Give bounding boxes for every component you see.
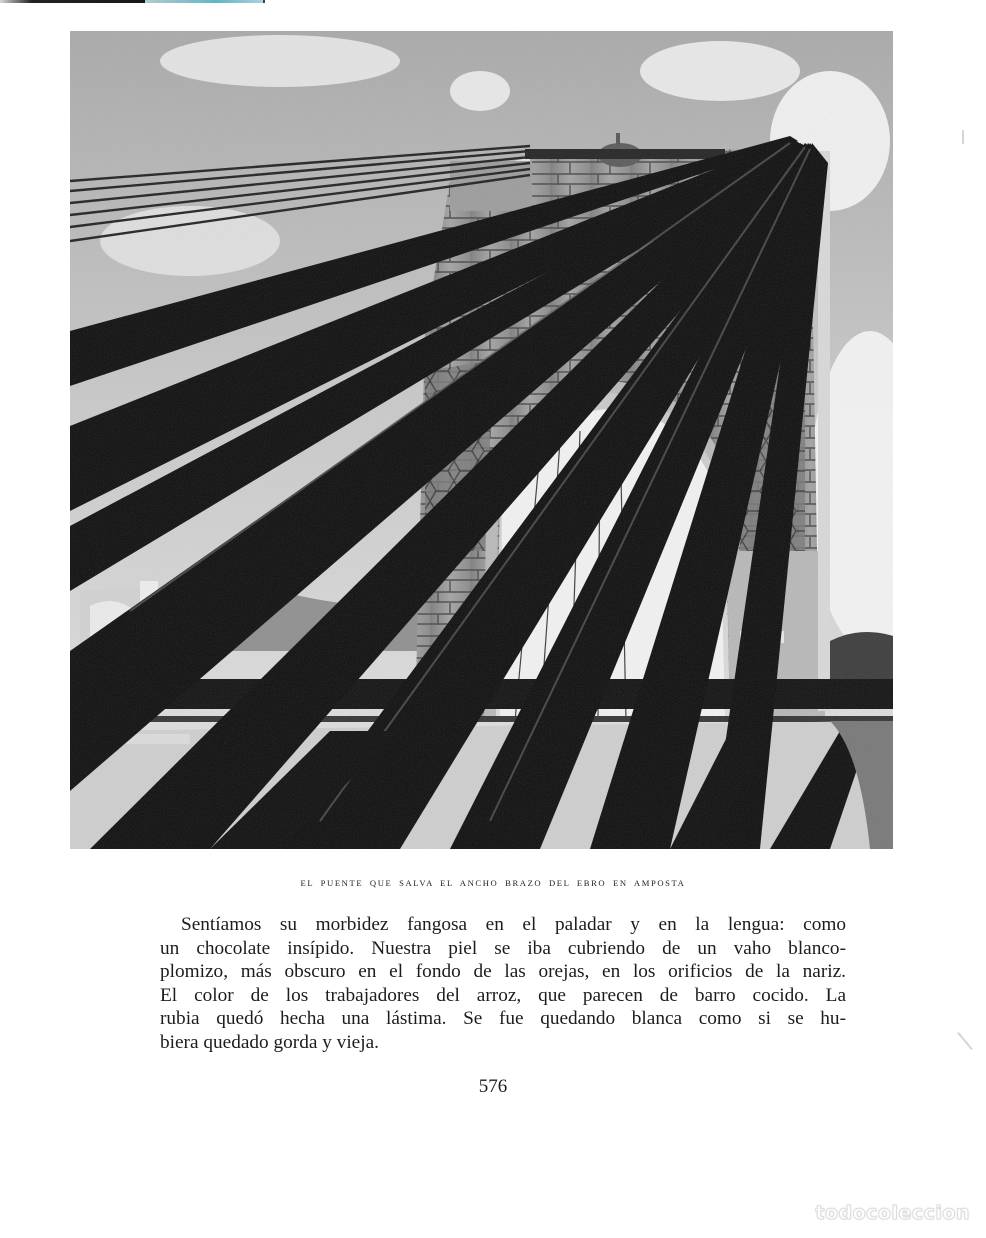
body-paragraph bbox=[160, 913, 846, 1055]
body-line: El color de los trabajadores del arroz, que parecen de barro cocido. La bbox=[160, 984, 846, 1006]
scan-edge-color-artifact bbox=[145, 0, 263, 3]
body-line: rubia quedó hecha una lástima. Se fue quedando blanca como si se hu- bbox=[160, 1008, 846, 1030]
photo-caption: EL PUENTE QUE SALVA EL ANCHO BRAZO DEL EBRO EN AMPOSTA bbox=[300, 878, 686, 888]
bridge-photograph bbox=[70, 31, 893, 849]
scan-margin-mark bbox=[957, 1032, 973, 1050]
watermark-logo: todocoleccion bbox=[815, 1202, 970, 1224]
body-line: Sentíamos su morbidez fangosa en el paladar y en la lengua: como bbox=[181, 914, 846, 935]
page-number: 576 bbox=[478, 1076, 508, 1097]
body-line: plomizo, más obscuro en el fondo de las orejas, en los orificios de la nariz. bbox=[160, 961, 846, 983]
scan-margin-mark bbox=[962, 130, 964, 144]
body-line: un chocolate insípido. Nuestra piel se iba cubriendo de un vaho blanco- bbox=[160, 937, 846, 959]
bridge-photo-illustration bbox=[70, 31, 893, 849]
body-line: biera quedado gorda y vieja. bbox=[160, 1031, 379, 1053]
